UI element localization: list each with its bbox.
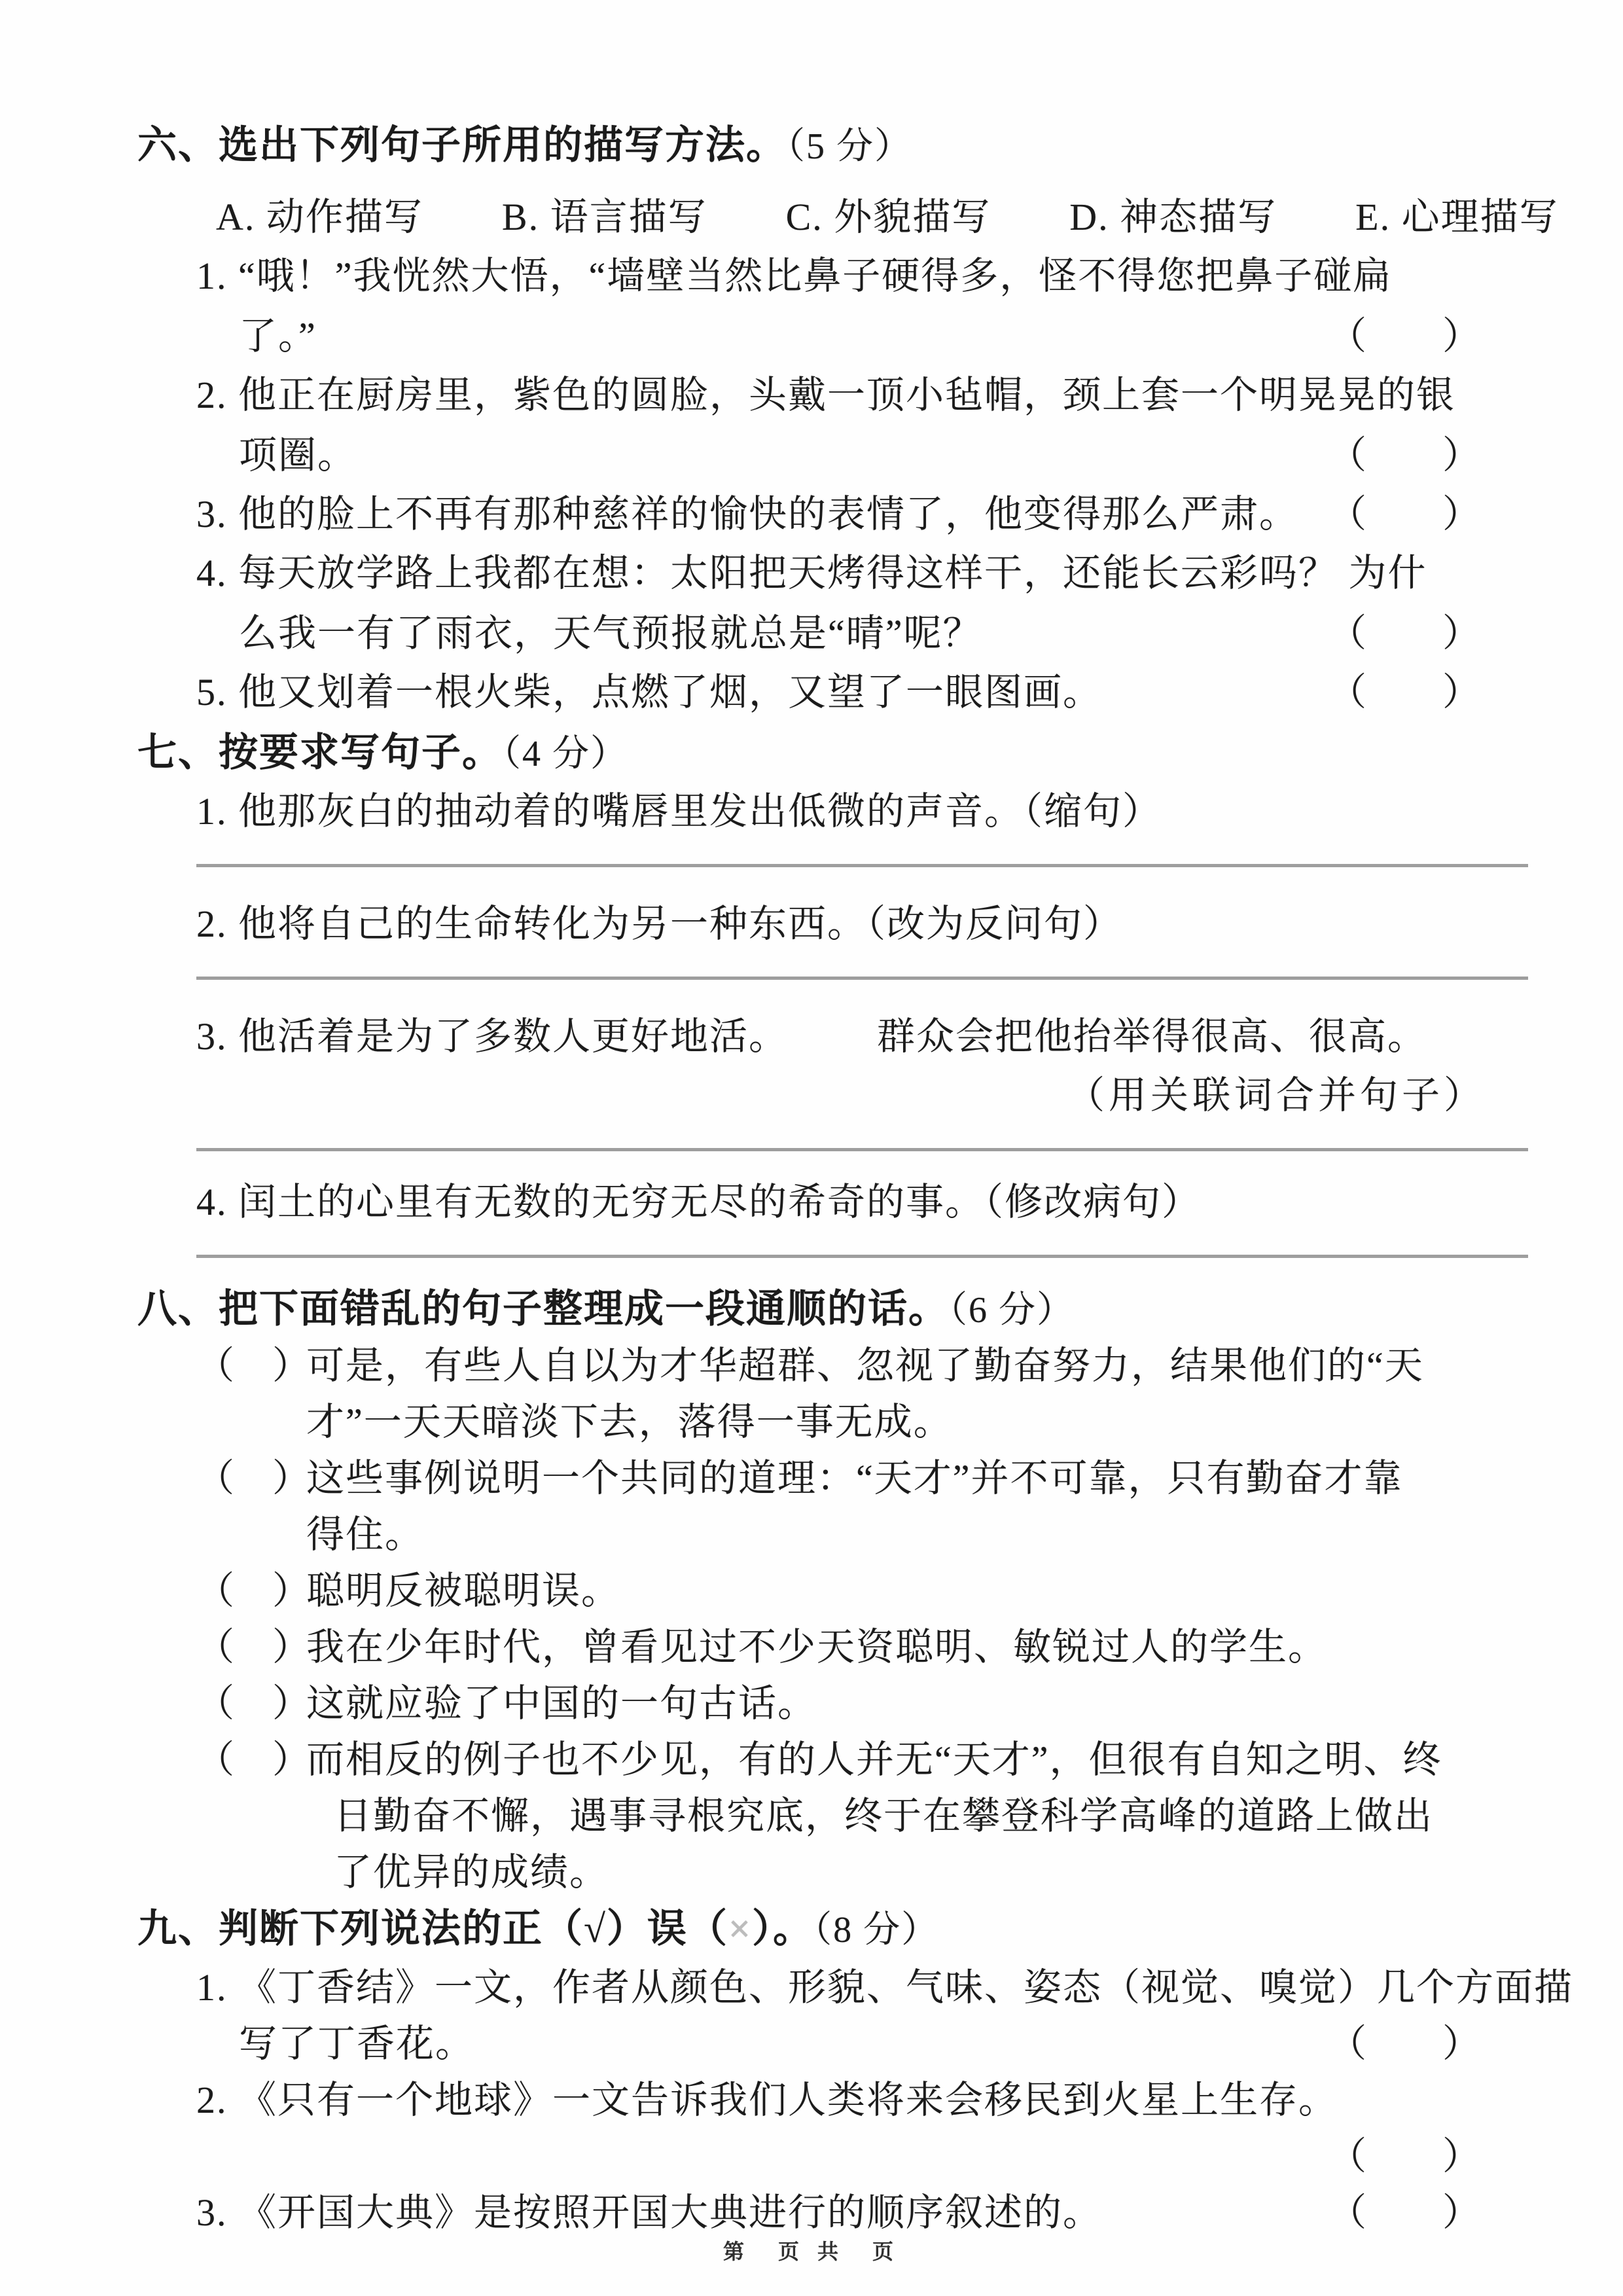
section-9-score: （8 分） [813, 1910, 940, 1950]
section-9-heading [137, 1905, 939, 1954]
section-7-score: （4 分） [503, 734, 628, 774]
section-8-heading [137, 1285, 1075, 1335]
q9-3-answer-paren: （ ） [1329, 2191, 1481, 2234]
q8-item-2-line1: 这些事例说明一个共同的道理：“天才”并不可靠，只有勤奋才靠 [306, 1457, 1403, 1499]
q6-5-line: 5. 他又划着一根火柴，点燃了烟，又望了一眼图画。 [196, 671, 1103, 713]
section-6-title: 六、选出下列句子所用的描写方法。 [137, 124, 787, 167]
q6-4-line2: 么我一有了雨衣，天气预报就总是“晴”呢？ [239, 612, 982, 655]
q8-item-1-line1: 可是，有些人自以为才华超群、忽视了勤奋努力，结果他们的“天 [306, 1344, 1424, 1387]
answer-line-2 [196, 977, 1528, 980]
section-6-heading [137, 121, 912, 171]
q6-3-answer-paren: （ ） [1329, 493, 1481, 535]
cross-mark: × [728, 1907, 753, 1950]
q8-item-4-paren: （ ） [196, 1626, 311, 1668]
section-9-title-b: ）。 [752, 1907, 814, 1950]
q7-3-part1: 3. 他活着是为了多数人更好地活。 [196, 1015, 789, 1058]
q8-item-3-line1: 聪明反被聪明误。 [306, 1570, 621, 1612]
q8-item-5-paren: （ ） [196, 1682, 311, 1725]
q8-item-1-line2: 才”一天天暗淡下去，落得一事无成。 [306, 1401, 953, 1443]
q9-3-line: 3. 《开国大典》是按照开国大典进行的顺序叙述的。 [196, 2191, 1103, 2234]
q7-4-line: 4. 闰土的心里有无数的无穷无尽的希奇的事。（修改病句） [196, 1181, 1202, 1223]
q8-item-6-line1: 而相反的例子也不少见，有的人并无“天才”，但很有自知之明、终 [306, 1738, 1442, 1781]
section-7-heading [137, 728, 628, 778]
q6-4-line1: 4. 每天放学路上我都在想：太阳把天烤得这样干，还能长云彩吗？ 为什 [196, 552, 1427, 594]
section-6-options: A. 动作描写 B. 语言描写 C. 外貌描写 D. 神态描写 E. 心理描写 [216, 196, 1559, 238]
q8-item-4-line1: 我在少年时代，曾看见过不少天资聪明、敏锐过人的学生。 [306, 1626, 1328, 1668]
q9-1-line1: 1. 《丁香结》一文，作者从颜色、形貌、气味、姿态（视觉、嗅觉）几个方面描 [196, 1966, 1574, 2009]
q9-1-answer-paren: （ ） [1329, 2022, 1481, 2065]
q8-item-6-paren: （ ） [196, 1738, 311, 1781]
q9-2-answer-paren: （ ） [1329, 2135, 1481, 2178]
answer-line-3 [196, 1148, 1528, 1151]
q8-item-3-paren: （ ） [196, 1570, 311, 1612]
section-6-score: （5 分） [787, 126, 912, 167]
q6-2-line2: 项圈。 [239, 434, 357, 476]
q7-3-note: （用关联词合并句子） [1067, 1074, 1486, 1117]
q7-1-line: 1. 他那灰白的抽动着的嘴唇里发出低微的声音。（缩句） [196, 790, 1162, 833]
q7-3-part2: 群众会把他抬举得很高、很高。 [877, 1015, 1427, 1058]
answer-line-4 [196, 1255, 1528, 1258]
q6-1-answer-paren: （ ） [1329, 315, 1481, 357]
q6-2-answer-paren: （ ） [1329, 434, 1481, 476]
section-8-score: （6 分） [949, 1290, 1075, 1331]
q6-1-line2: 了。” [239, 315, 317, 357]
section-8-title: 八、把下面错乱的句子整理成一段通顺的话。 [137, 1287, 949, 1331]
q8-item-1-paren: （ ） [196, 1344, 311, 1387]
section-7-title: 七、按要求写句子。 [137, 731, 503, 774]
q6-3-line: 3. 他的脸上不再有那种慈祥的愉快的表情了，他变得那么严肃。 [196, 493, 1299, 535]
q8-item-2-paren: （ ） [196, 1457, 311, 1499]
answer-line-1 [196, 864, 1528, 867]
q6-1-line1: 1. “哦！”我恍然大悟，“墙壁当然比鼻子硬得多，怪不得您把鼻子碰扁 [196, 255, 1393, 297]
q8-item-6-line3: 了优异的成绩。 [334, 1851, 609, 1893]
q6-5-answer-paren: （ ） [1329, 671, 1481, 713]
q7-2-line: 2. 他将自己的生命转化为另一种东西。（改为反问句） [196, 903, 1123, 945]
q8-item-2-line2: 得住。 [306, 1513, 425, 1556]
q9-1-line2: 写了丁香花。 [239, 2022, 475, 2065]
q9-2-line: 2. 《只有一个地球》一文告诉我们人类将来会移民到火星上生存。 [196, 2079, 1338, 2121]
section-9-title-a: 九、判断下列说法的正（√）误（ [137, 1907, 728, 1950]
q8-item-5-line1: 这就应验了中国的一句古话。 [306, 1682, 817, 1725]
page-footer: 第 页 共 页 [722, 2240, 900, 2263]
q6-2-line1: 2. 他正在厨房里，紫色的圆脸，头戴一顶小毡帽，颈上套一个明晃晃的银 [196, 374, 1456, 416]
q8-item-6-line2: 日勤奋不懈，遇事寻根究底，终于在攀登科学高峰的道路上做出 [334, 1795, 1434, 1837]
q6-4-answer-paren: （ ） [1329, 612, 1481, 655]
